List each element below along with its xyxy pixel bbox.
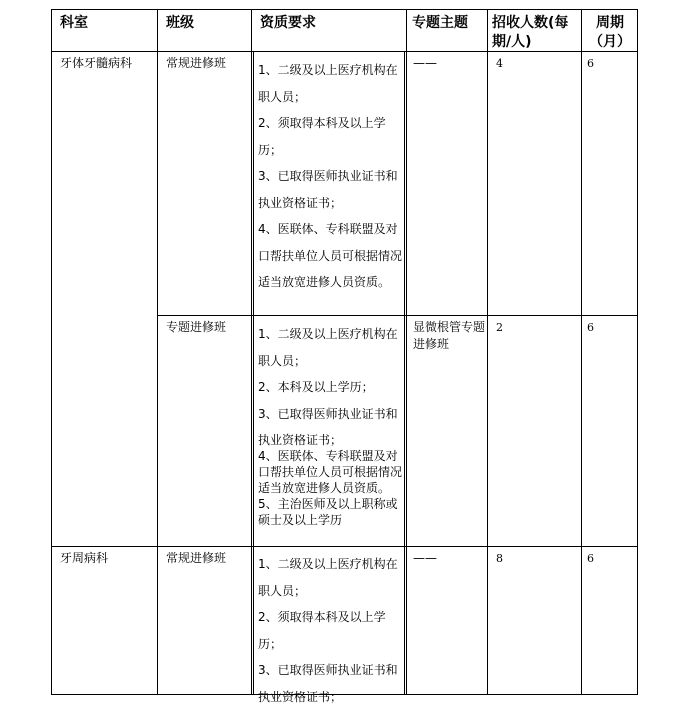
- requirement-item: 1、二级及以上医疗机构在职人员；: [258, 63, 398, 104]
- header-quota: 招收人数(每期/人): [492, 15, 569, 50]
- cell-quota: 4: [496, 57, 503, 70]
- col-divider-inner: [404, 52, 405, 695]
- col-divider: [251, 9, 252, 695]
- cell-topic: ——: [413, 551, 437, 565]
- col-divider: [406, 9, 407, 695]
- header-requirements: 资质要求: [260, 15, 316, 31]
- header-dept: 科室: [60, 15, 88, 31]
- cell-class: 专题进修班: [166, 320, 227, 334]
- requirement-item: 2、须取得本科及以上学历；: [258, 610, 386, 651]
- cell-quota: 2: [496, 321, 503, 334]
- cell-quota: 8: [496, 552, 503, 565]
- cell-requirements: [258, 57, 404, 296]
- requirement-item: 3、已取得医师执业证书和执业资格证书；: [258, 663, 398, 704]
- row-divider: [157, 315, 638, 316]
- cell-class: 常规进修班: [166, 56, 227, 70]
- cell-topic: 显微根管专题进修班: [413, 320, 486, 351]
- cell-topic: ——: [413, 56, 437, 70]
- header-topic: 专题主题: [412, 15, 468, 31]
- col-divider: [157, 9, 158, 695]
- requirement-item: 4、医联体、专科联盟及对口帮扶单位人员可根据情况适当放宽进修人员资质。: [258, 222, 403, 289]
- cell-requirements: [258, 321, 404, 528]
- requirement-item: 2、须取得本科及以上学历；: [258, 116, 386, 157]
- cell-dept: 牙体牙髓病科: [60, 56, 133, 70]
- row-divider: [51, 546, 638, 547]
- col-divider: [581, 9, 582, 695]
- requirement-item: 2、本科及以上学历；: [258, 380, 374, 394]
- cell-period: 6: [587, 321, 594, 334]
- requirement-item: 3、已取得医师执业证书和执业资格证书；: [258, 169, 398, 210]
- col-divider: [487, 9, 488, 695]
- cell-period: 6: [587, 552, 594, 565]
- requirement-item: 4、医联体、专科联盟及对口帮扶单位人员可根据情况适当放宽进修人员资质。: [258, 448, 403, 495]
- cell-requirements: [258, 551, 404, 710]
- cell-period: 6: [587, 57, 594, 70]
- header-period: 周期（月）: [589, 15, 631, 50]
- cell-dept: 牙周病科: [60, 551, 109, 565]
- col-divider-inner: [253, 52, 254, 695]
- cell-class: 常规进修班: [166, 551, 227, 565]
- requirement-item: 3、已取得医师执业证书和执业资格证书；: [258, 406, 398, 447]
- requirement-item: 1、二级及以上医疗机构在职人员；: [258, 327, 398, 368]
- requirement-item: 1、二级及以上医疗机构在职人员；: [258, 557, 398, 598]
- requirement-item: 5、主治医师及以上职称或硕士及以上学历: [258, 496, 398, 527]
- header-class: 班级: [166, 15, 194, 31]
